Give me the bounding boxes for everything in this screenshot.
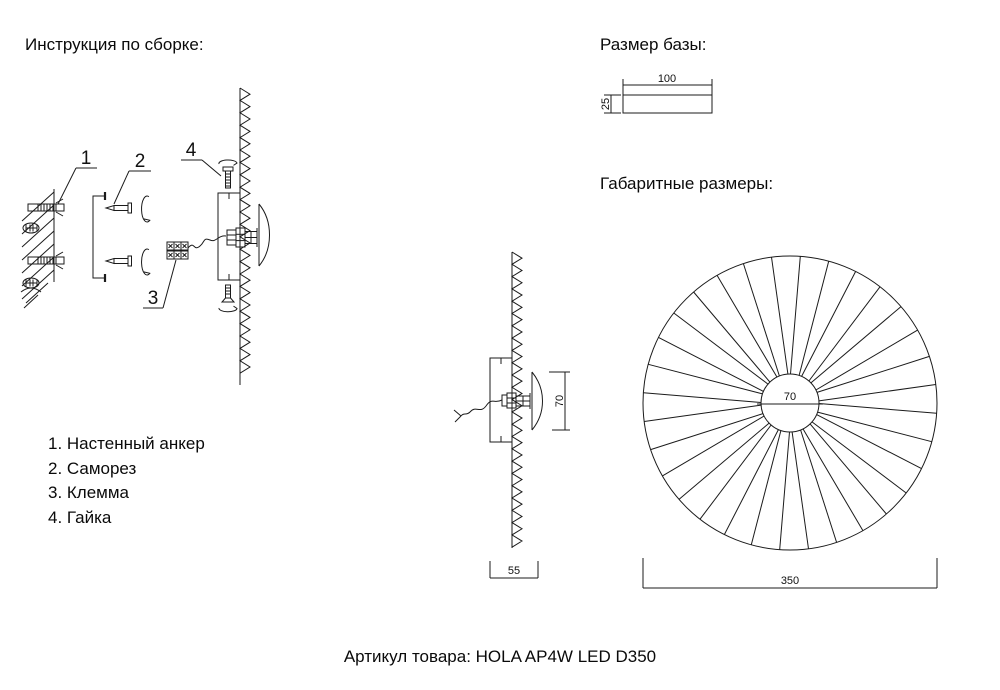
shade-pleat-line bbox=[801, 430, 837, 542]
parts-list-item: 2. Саморез bbox=[48, 458, 137, 478]
wire-side bbox=[461, 400, 502, 416]
wall-anchor-bottom bbox=[28, 252, 64, 269]
base-size-title: Размер базы: bbox=[600, 35, 707, 54]
part-label-screw: 2 bbox=[134, 151, 146, 172]
shade-pleat-line bbox=[819, 404, 937, 414]
shade-pleat-line bbox=[817, 356, 929, 392]
parts-list-item: 4. Гайка bbox=[48, 507, 112, 527]
parts-list-item: 1. Настенный анкер bbox=[48, 434, 205, 453]
front-view-diagram bbox=[643, 256, 937, 588]
shade-pleat-line bbox=[717, 275, 777, 377]
wall-anchor-top bbox=[28, 199, 64, 216]
shade-pleat-line bbox=[816, 330, 918, 390]
shade-pleat-line bbox=[724, 430, 778, 535]
rotation-arrow-bottom bbox=[142, 249, 150, 275]
shade-pleat-line bbox=[648, 364, 762, 394]
shade-pleat-line bbox=[751, 431, 781, 545]
dim-shade-height bbox=[549, 372, 570, 430]
part-label-terminal: 3 bbox=[147, 288, 159, 309]
dim-label-outer-diameter: 350 bbox=[780, 575, 800, 587]
base-size-diagram bbox=[600, 73, 712, 113]
label-leaders bbox=[58, 160, 221, 308]
shade-pleat-line bbox=[651, 414, 763, 450]
mount-nut-side bbox=[502, 393, 530, 409]
part-label-nut: 4 bbox=[185, 140, 197, 161]
shade-pleat-line bbox=[817, 415, 922, 469]
shade-profile-assembly bbox=[259, 204, 270, 266]
wall-hatch-line bbox=[24, 295, 38, 308]
shade-pleat-line bbox=[780, 432, 790, 550]
screw-bottom bbox=[106, 256, 132, 266]
shade-pleat-line bbox=[792, 432, 808, 549]
assembly-diagram bbox=[21, 88, 270, 385]
shade-pleat-line bbox=[802, 272, 856, 377]
overall-dimensions-title: Габаритные размеры: bbox=[600, 174, 774, 193]
rotation-arrow-top bbox=[142, 196, 150, 222]
dim-label-depth: 55 bbox=[507, 565, 521, 577]
wall-serration bbox=[512, 252, 522, 547]
shade-pleat-line bbox=[819, 385, 936, 401]
terminal-block bbox=[167, 242, 188, 259]
shade-pleat-line bbox=[662, 416, 764, 476]
article-line bbox=[0, 647, 1000, 667]
wire-assembly bbox=[188, 236, 226, 248]
screw-top bbox=[106, 203, 132, 213]
wall-hatch-line bbox=[22, 270, 54, 299]
shade-pleat-line bbox=[643, 393, 761, 403]
article-label: Артикул товара: bbox=[343, 647, 471, 666]
shade-profile-side bbox=[532, 372, 543, 430]
parts-list bbox=[48, 432, 205, 530]
dim-depth bbox=[490, 561, 538, 578]
shade-pleat-line bbox=[799, 261, 829, 375]
shade-pleat-line bbox=[644, 405, 761, 421]
dim-label-base-width: 100 bbox=[657, 73, 677, 85]
base-outline bbox=[623, 95, 712, 113]
shade-pleat-line bbox=[772, 257, 788, 374]
screw-bottom-plate bbox=[219, 285, 237, 312]
dim-label-base-height: 25 bbox=[600, 97, 612, 111]
shade-pleat-line bbox=[659, 337, 764, 391]
part-label-anchor: 1 bbox=[80, 148, 92, 169]
dim-label-shade-height: 70 bbox=[554, 394, 566, 408]
dim-outer-diameter bbox=[643, 558, 937, 588]
assembly-title: Инструкция по сборке: bbox=[25, 35, 204, 54]
nut-screw-top bbox=[219, 160, 237, 188]
shade-hub-circle bbox=[761, 374, 819, 432]
parts-list-item: 3. Клемма bbox=[48, 483, 130, 502]
article-value: HOLA AP4W LED D350 bbox=[475, 647, 657, 666]
wall-hatch-line bbox=[22, 231, 54, 260]
dim-label-hub-diameter: 70 bbox=[783, 391, 797, 403]
mounting-bracket bbox=[93, 192, 106, 282]
shade-pleat-line bbox=[791, 256, 801, 374]
side-view-diagram bbox=[454, 252, 570, 578]
part-labels bbox=[81, 140, 197, 309]
shade-pleat-line bbox=[803, 429, 863, 531]
shade-pleat-line bbox=[818, 412, 932, 442]
shade-pleat-line bbox=[743, 264, 779, 376]
